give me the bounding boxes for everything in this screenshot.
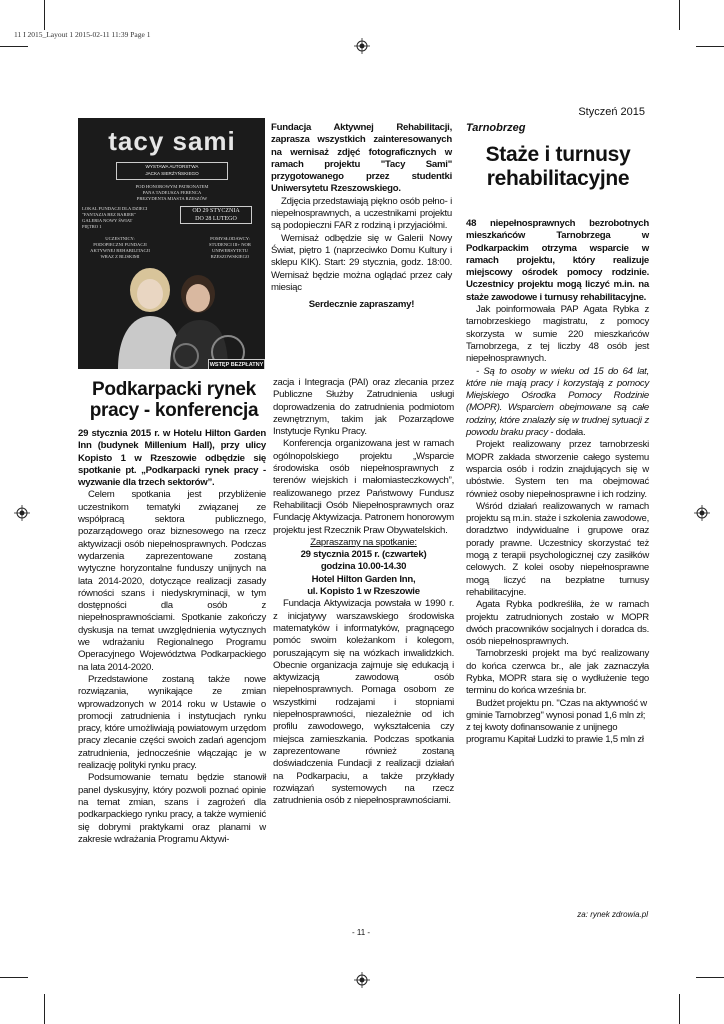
poster-free-entry: WSTĘP BEZPŁATNY xyxy=(208,359,265,369)
poster-exhibition: WYSTAWA AUTORSTWA JACKA SIERŻYŃSKIEGO xyxy=(116,162,228,180)
conference-paragraph: Konferencja organizowana jest w ramach ogólnopolskiego projektu „Wsparcie środowiska osób niepełnosprawnych z terenów wiejskich i małomiasteczkowych”, realizowanego przez Państwowy Fundusz Rehabilitacji Osób Niepełnosprawnych oraz Fundację Aktywizacja. Patronem honorowym projektu jest Rzecznik Praw Obywatelskich. xyxy=(273,438,454,536)
poster-photo xyxy=(78,264,265,369)
invite-date: 29 stycznia 2015 r. (czwartek) xyxy=(300,549,427,561)
crop-mark xyxy=(679,0,680,30)
tarnobrzeg-location: Tarnobrzeg xyxy=(466,122,526,134)
tarnobrzeg-lead: 48 niepełnosprawnych bezrobotnych mieszkańców Tarnobrzega w Podkarpackim otrzyma wsparcie w ramach projektu, który realizuje miejscowy ośrodek pomocy rodzinie. Uczestnicy projektu mogą liczyć m.in. na staże zawodowe i turnusy rehabilitacyjne. xyxy=(466,218,649,303)
crop-mark xyxy=(679,994,680,1024)
far-paragraph: Wernisaż odbędzie się w Galerii Nowy Świat, piętro 1 (naprzeciwko Domu Kultury i sklepu KIK). Start: 29 stycznia, godz. 18:00. Wernisaż będzie można oglądać przez cały miesiąc xyxy=(271,232,452,293)
poster-participants-right: POMYSŁODAWCY: STUDENCI III+ NOR UNIWERSYTETU RZESZOWSKIEGO xyxy=(209,236,251,259)
invite-label: Zapraszamy na spotkanie: xyxy=(310,536,417,548)
conference-column-2 xyxy=(273,377,454,807)
tarnobrzeg-source: za: rynek zdrowia.pl xyxy=(577,910,648,919)
conference-paragraph: zacja i Integracja (PAI) oraz zlecania przez Publiczne Służby Zatrudnienia usługi doprowadzenia do zatrudnienia podmiotom zewnętrznym, takim jak Pozarządowe Instytucje Rynku Pracy. xyxy=(273,377,454,438)
tarnobrzeg-paragraph: Jak poinformowała PAP Agata Rybka z tarnobrzeskiego magistratu, z pomocy skorzysta w sumie 220 mieszkańców Tarnobrzega, z tej liczby 48 osób jest niepełnosprawnych. xyxy=(466,304,649,365)
invite-time: godzina 10.00-14.30 xyxy=(320,561,407,573)
tarnobrzeg-paragraph: Budżet projektu pn. "Czas na aktywność w gminie Tarnobrzeg" wynosi ponad 1,6 mln zł; z tej kwoty dofinansowanie z unijnego programu Kapitał Ludzki to prawie 1,5 mln zł xyxy=(466,697,647,746)
crop-mark xyxy=(696,46,724,47)
poster-patronage: POD HONOROWYM PATRONATEM PANA TADEUSZA FERENCA PREZYDENTA MIASTA RZESZÓW xyxy=(135,184,209,201)
conference-paragraph: Celem spotkania jest przybliżenie uczestnikom tematyki związanej ze współpracą sektora publicznego, pozarządowego oraz biznesowego na rzecz aktywizacji osób niepełnosprawnych. Podczas wydarzenia zaprezentowane zostaną wytyczne horyzontalne funduszy unijnych na lata 2014-2020, dotyczące realizacji zasady równości szans i niedyskryminacji, w tym dostępności dla osób z niepełnosprawnościami. Spotkanie zakończy dyskusja na temat uwzględnienia wytycznych we wdrażaniu Regionalnego Programu Operacyjnego Województwa Podkarpackiego na lata 2014-2020. xyxy=(78,489,266,673)
print-slug-line: 11 I 2015_Layout 1 2015-02-11 11:39 Page 1 xyxy=(14,30,151,39)
invite-venue: Hotel Hilton Garden Inn, xyxy=(311,573,416,585)
conference-headline: Podkarpacki rynek pracy - konferencja xyxy=(89,379,259,422)
tarnobrzeg-paragraph: Wśród działań realizowanych w ramach projektu są m.in. staże i szkolenia zawodowe, doradztwo indywidualne i grupowe oraz porady prawne. Uczestnicy skorzystać też mogą z terapii psychologicznej czy zasiłków celowych. Z kolei osoby niepełnosprawne mogą liczyć na bezpłatne turnusy rehabilitacyjne. xyxy=(466,500,649,598)
poster-dates: OD 29 STYCZNIA DO 28 LUTEGO xyxy=(180,206,252,224)
far-lead: Fundacja Aktywnej Rehabilitacji, zaprasza wszystkich zainteresowanych na wernisaż zdjęć fotograficznych w ramach projektu "Tacy Sami" przygotowanego przez studentki Uniwersytetu Rzeszowskiego. xyxy=(271,122,452,195)
page-number: - 11 - xyxy=(352,928,371,937)
far-article xyxy=(271,122,452,311)
tarnobrzeg-column xyxy=(466,218,649,747)
conference-paragraph: Podsumowanie tematu będzie stanowił panel dyskusyjny, który pozwoli poznać opinie na temat zmian, szans i zagrożeń dla podkarpackiego rynku pracy, a także wymienić się dobrymi praktykami oraz planami w zakresie wdrażania Programu Aktywi- xyxy=(78,772,266,845)
crop-mark xyxy=(44,994,45,1024)
crop-mark xyxy=(696,977,724,978)
poster-title: tacy sami xyxy=(108,126,236,156)
crop-mark xyxy=(44,0,45,30)
conference-column-1 xyxy=(78,428,266,846)
far-paragraph: Zdjęcia przedstawiają piękno osób pełno- i niepełnosprawnych, a uczestnikami projektu są podopieczni FAR z rodziną i przyjaciółmi. xyxy=(271,195,452,232)
tarnobrzeg-paragraph: Projekt realizowany przez tarnobrzeski MOPR zakłada stworzenie całego systemu wsparcia osób i rodzin znajdujących się w ubóstwie. System ten ma obejmować również osoby niepełnosprawne i ich rodziny. xyxy=(466,439,649,500)
tarnobrzeg-headline: Staże i turnusy rehabilitacyjne xyxy=(485,143,631,190)
conference-paragraph: Przedstawione zostaną także nowe rozwiązania, wynikające ze zmian wprowadzonych w 2014 roku w Ustawie o promocji zatrudnienia i instytucjach rynku pracy, które umożliwiają powiatowym urzędom pracy zlecanie części swoich zadań agencjom zatrudnienia, jednocześnie włączając je w realizację polityki rynku pracy. xyxy=(78,673,266,772)
conference-lead: 29 stycznia 2015 r. w Hotelu Hilton Garden Inn (budynek Millenium Hall), przy ulicy Kopisto 1 w Rzeszowie odbędzie się spotkanie pt. „Podkarpacki rynek pracy - wyzwanie dla trzech sektorów”. xyxy=(78,428,266,489)
conference-paragraph: Fundacja Aktywizacja powstała w 1990 r. z inicjatywy warszawskiego środowiska matematyków i informatyków, pragnącego pomóc swoim koleżankom i kolegom, poruszającym się na wózkach inwalidzkich. Obecnie organizacja zajmuje się edukacją i aktywizacją zawodową osób niepełnosprawnych. Pomaga osobom ze wszystkimi rodzajami i stopniami niepełnosprawności, niezależnie od ich profilu zawodowego, wykształcenia czy miejsca zamieszkania. Podczas spotkania zaprezentowane również zostaną doświadczenia Fundacji z realizacji działań na Podkarpaciu, a także przykłady rozwiązań systemowych na rzecz zatrudnienia osób z niepełnosprawnościami. xyxy=(273,598,454,807)
registration-mark-icon xyxy=(354,38,370,54)
crop-mark xyxy=(0,977,28,978)
tarnobrzeg-quote xyxy=(466,366,649,440)
far-closing: Serdecznie zapraszamy! xyxy=(308,299,415,311)
registration-mark-icon xyxy=(354,972,370,988)
tarnobrzeg-paragraph: Tarnobrzeski projekt ma być realizowany do końca czerwca br., ale jak zaznaczyła Rybka, MOPR stara się o wydłużenie tego terminu do końca września br. xyxy=(466,648,649,697)
tarnobrzeg-quote-tail: - dodała. xyxy=(547,427,586,439)
tacy-sami-poster xyxy=(78,118,265,369)
poster-participants-left: UCZESTNICY: PODOPIECZNI FUNDACJI AKTYWNEJ REHABILITACJI WRAZ Z BLISKIMI xyxy=(90,236,150,259)
crop-mark xyxy=(0,46,28,47)
tarnobrzeg-paragraph: Agata Rybka podkreśliła, że w ramach projektu zatrudnionych zostało w MOPR dwóch pracowników socjalnych i doradca ds. osób niepełnosprawnych. xyxy=(466,599,649,648)
issue-date: Styczeń 2015 xyxy=(578,106,645,118)
tarnobrzeg-quote-text: - Są to osoby w wieku od 15 do 64 lat, które nie mają pracy i korzystają z pomocy Miejskiego Ośrodka Pomocy Rodzinie (MOPR). Wsparciem obejmowane są całe rodziny, które znalazły się w trudnej sytuacji z powodu braku pracy xyxy=(466,365,649,439)
invite-address: ul. Kopisto 1 w Rzeszowie xyxy=(307,586,420,598)
poster-venue: LOKAL FUNDACJI DLA DZIECI "FANTAZJA BEZ BARIER" GALERIA NOWY ŚWIAT PIĘTRO 1 xyxy=(82,206,148,229)
registration-mark-icon xyxy=(14,505,30,521)
registration-mark-icon xyxy=(694,505,710,521)
